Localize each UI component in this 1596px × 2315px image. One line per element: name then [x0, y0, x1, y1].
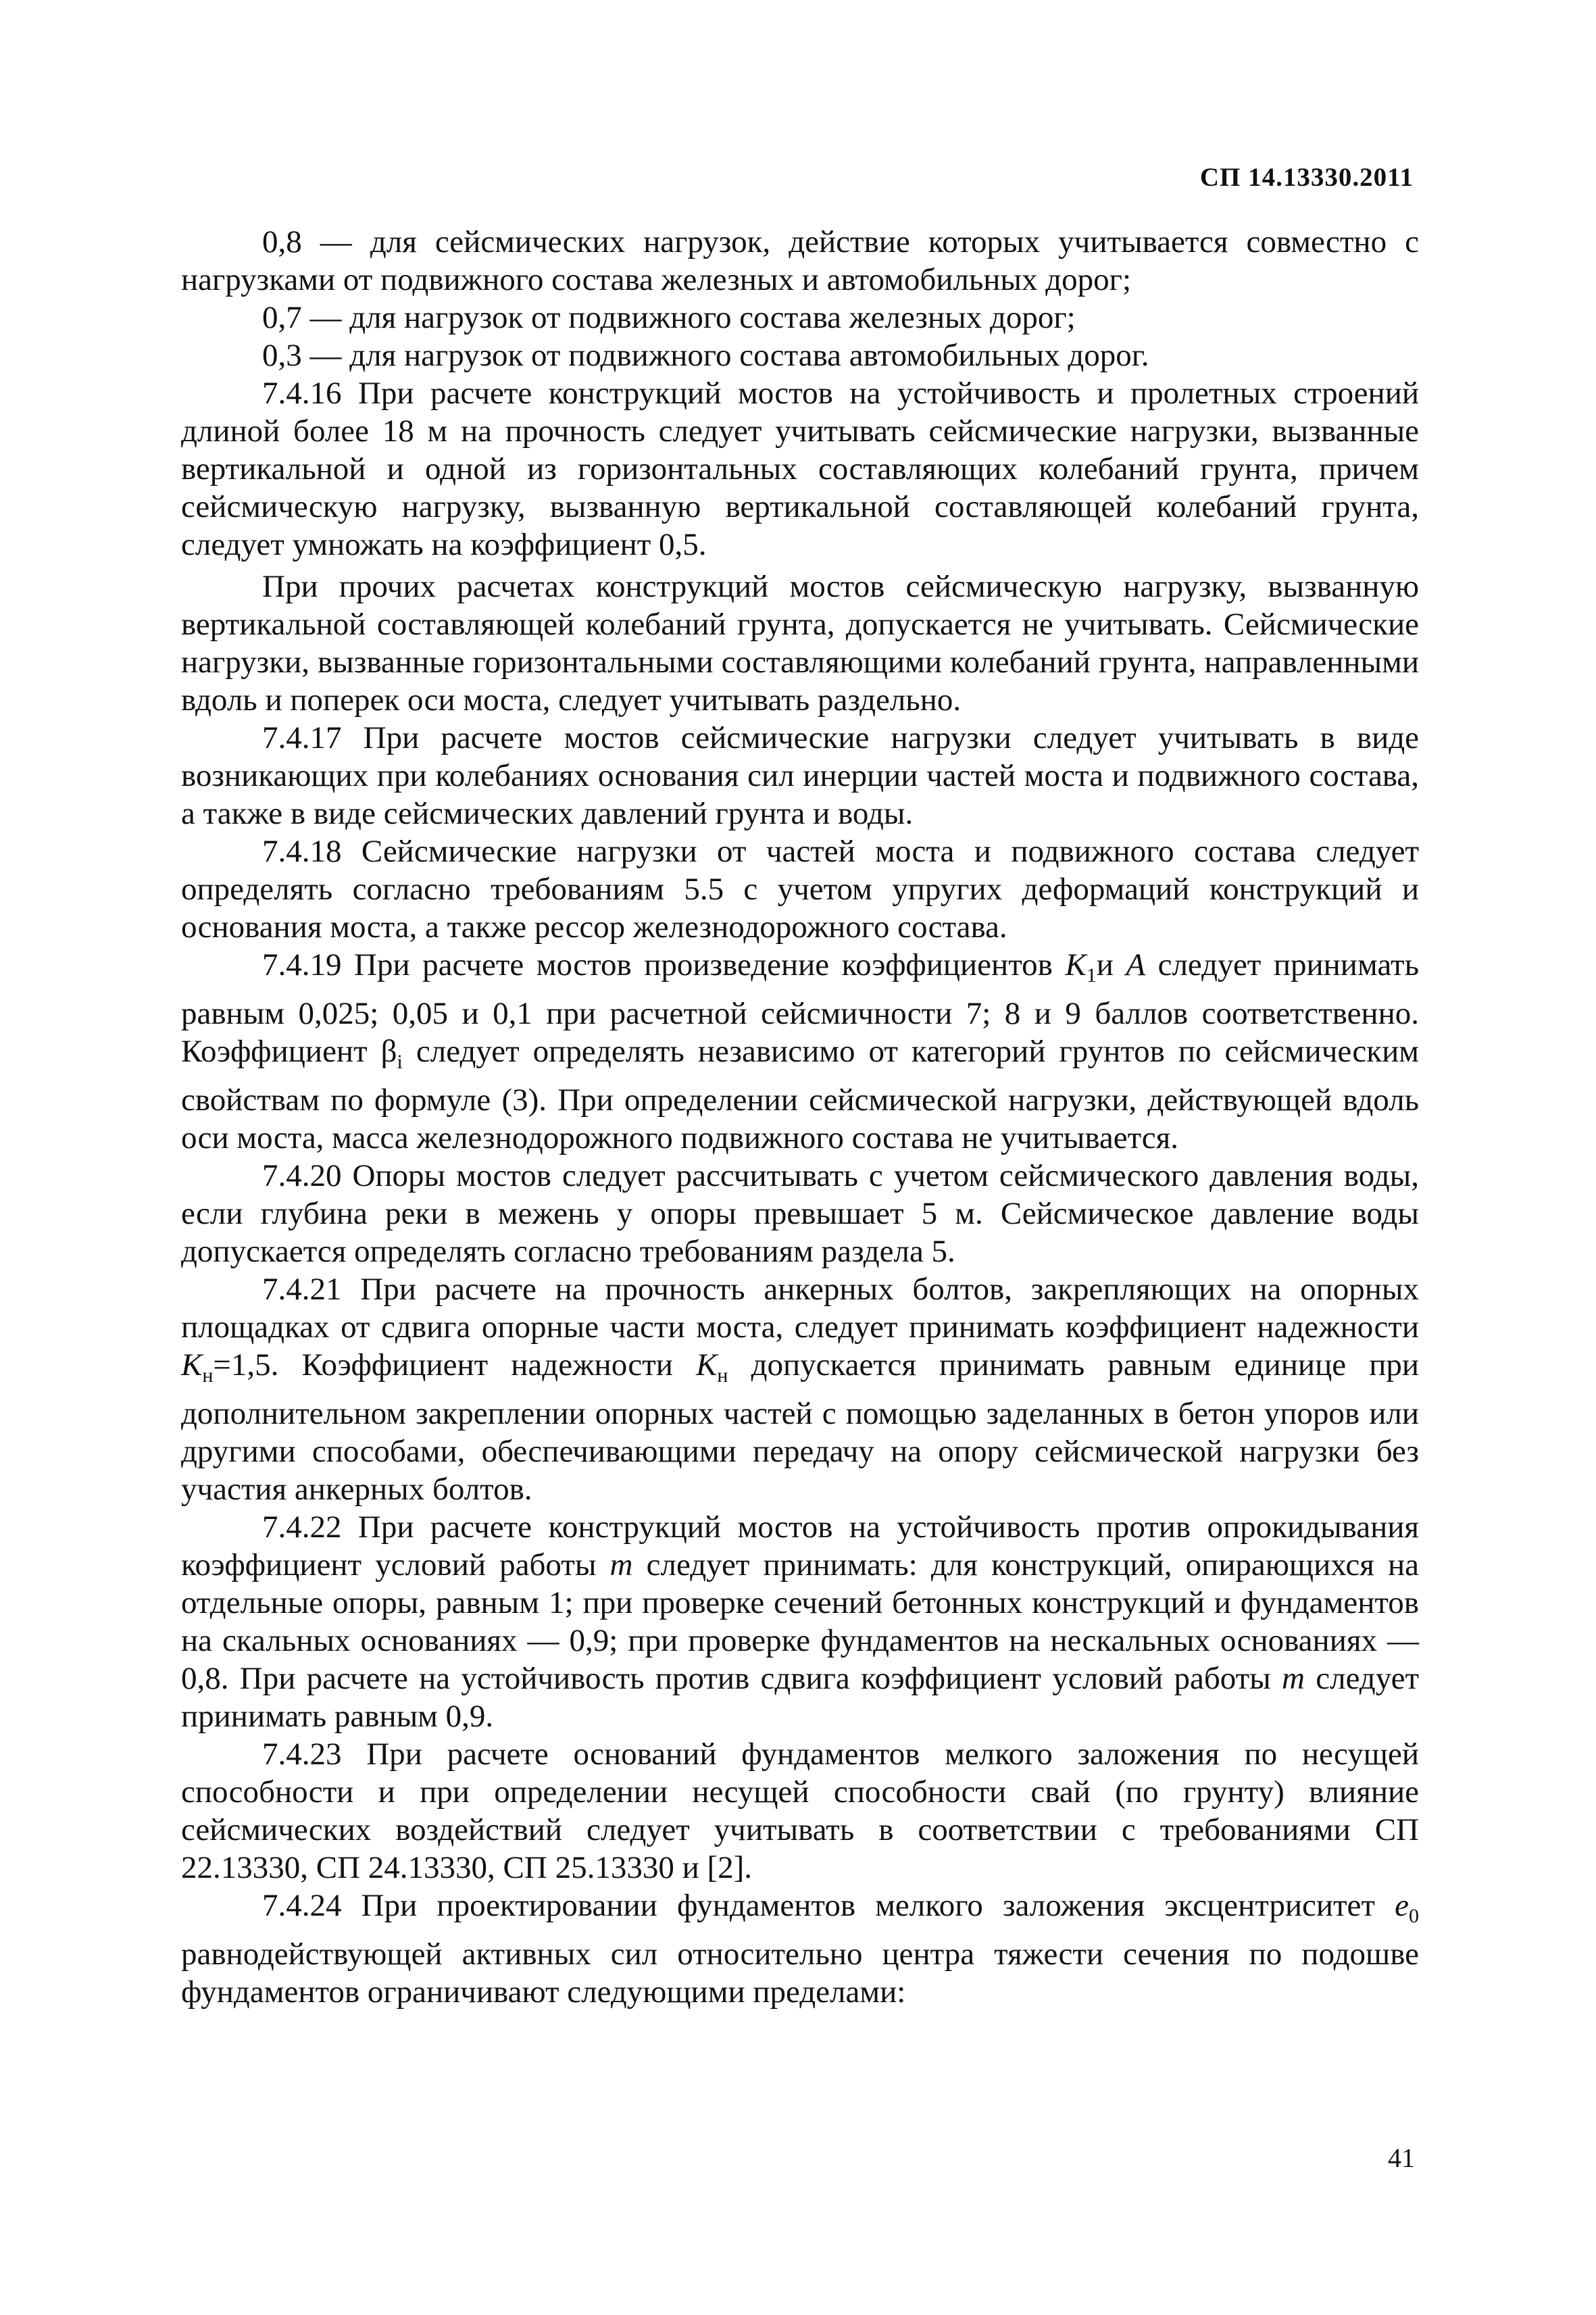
paragraph-7-4-23: 7.4.23 При расчете оснований фундаментов мелкого заложения по несущей способности и при определении несущей способности свай (по грунту) влияние сейсмических воздействий следует учитывать в соответствии с требованиями СП 22.13330, СП 24.13330, СП 25.13330 и [2].: [181, 1737, 1419, 1885]
text-run: следует принимать: для конструкций, опирающихся на отдельные опоры, равным 1; при проверке сечений бетонных конструкций и фундаментов на скальных основаниях — 0,9; при проверке фундаментов на нескальных основаниях — 0,8. При расчете на устойчивость против сдвига коэффициент условий работы: [181, 1547, 1419, 1696]
paragraph-7-4-19: [181, 946, 1419, 1157]
math-subscript: н: [717, 1364, 728, 1387]
text-run: следует определять независимо от категорий грунтов по сейсмическим свойствам по формуле (3). При определении сейсмической нагрузки, действующей вдоль оси моста, масса железнодорожного подвижного состава не учитывается.: [181, 1034, 1419, 1155]
paragraph: 0,8 — для сейсмических нагрузок, действие которых учитывается совместно с нагрузками от подвижного состава железных и автомобильных дорог;: [181, 224, 1419, 297]
paragraph-7-4-20: 7.4.20 Опоры мостов следует рассчитывать с учетом сейсмического давления воды, если глубина реки в межень у опоры превышает 5 м. Сейсмическое давление воды допускается определять согласно требованиям раздела 5.: [181, 1158, 1419, 1269]
text-run: следует принимать равным 0,9.: [181, 1661, 1419, 1734]
math-subscript: i: [397, 1051, 403, 1073]
text-run: =1,5. Коэффициент надежности: [213, 1347, 697, 1383]
text-run: 7.4.21 При расчете на прочность анкерных болтов, закрепляющих на опорных площадках от сдвига опорные части моста, следует принимать коэффициент надежности: [181, 1272, 1419, 1345]
math-subscript: н: [202, 1364, 214, 1387]
math-symbol: m: [1282, 1661, 1305, 1696]
math-symbol: β: [380, 1034, 397, 1069]
math-symbol: m: [609, 1547, 633, 1583]
text-run: равнодействующей активных сил относительно центра тяжести сечения по подошве фундаментов ограничивают следующими пределами:: [181, 1937, 1419, 2010]
math-symbol: e: [1395, 1888, 1409, 1923]
math-symbol: K: [696, 1347, 718, 1383]
paragraph: При прочих расчетах конструкций мостов сейсмическую нагрузку, вызванную вертикальной составляющей колебаний грунта, допускается не учитывать. Сейсмические нагрузки, вызванные горизонтальными составляющими колебаний грунта, направленными вдоль и поперек оси моста, следует учитывать раздельно.: [181, 569, 1419, 718]
paragraph: 0,3 — для нагрузок от подвижного состава автомобильных дорог.: [262, 338, 1149, 373]
math-symbol: A: [1126, 947, 1146, 982]
paragraph-7-4-22: [181, 1508, 1419, 1735]
text-run: допускается принимать равным единице при дополнительном закреплении опорных частей с помощью заделанных в бетон упоров или другими способами, обеспечивающими передачу на опору сейсмической нагрузки без участия анкерных болтов.: [181, 1347, 1419, 1507]
math-subscript: 1: [1086, 964, 1097, 987]
text-run: 7.4.19 При расчете мостов произведение коэффициентов: [262, 947, 1066, 982]
math-subscript: 0: [1409, 1905, 1419, 1927]
text-run: 7.4.24 При проектировании фундаментов мелкого заложения эксцентриситет: [262, 1888, 1395, 1923]
paragraph-7-4-24: [181, 1887, 1419, 2011]
paragraph-7-4-17: 7.4.17 При расчете мостов сейсмические нагрузки следует учитывать в виде возникающих при колебаниях основания сил инерции частей моста и подвижного состава, а также в виде сейсмических давлений грунта и воды.: [181, 720, 1419, 831]
paragraph-7-4-18: 7.4.18 Сейсмические нагрузки от частей моста и подвижного состава следует определять согласно требованиям 5.5 с учетом упругих деформаций конструкций и основания моста, а также рессор железнодорожного состава.: [181, 834, 1419, 945]
paragraph: 0,7 — для нагрузок от подвижного состава железных дорог;: [262, 300, 1076, 335]
paragraph-7-4-21: [181, 1270, 1419, 1508]
text-run: следует принимать равным 0,025; 0,05 и 0,1 при расчетной сейсмичности 7; 8 и 9 баллов соответственно. Коэффициент: [181, 947, 1419, 1069]
paragraph-7-4-16: 7.4.16 При расчете конструкций мостов на устойчивость и пролетных строений длиной более 18 м на прочность следует учитывать сейсмические нагрузки, вызванные вертикальной и одной из горизонтальных составляющих колебаний грунта, причем сейсмическую нагрузку, вызванную вертикальной составляющей колебаний грунта, следует умножать на коэффициент 0,5.: [181, 376, 1419, 562]
text-run: и: [1096, 947, 1126, 982]
document-body: [181, 223, 1419, 2011]
document-code: СП 14.13330.2011: [1199, 163, 1414, 192]
math-symbol: K: [1065, 947, 1087, 982]
page-number: 41: [1388, 2143, 1415, 2173]
text-run: 7.4.22 При расчете конструкций мостов на устойчивость против опрокидывания коэффициент условий работы: [181, 1510, 1419, 1583]
math-symbol: K: [181, 1347, 203, 1383]
